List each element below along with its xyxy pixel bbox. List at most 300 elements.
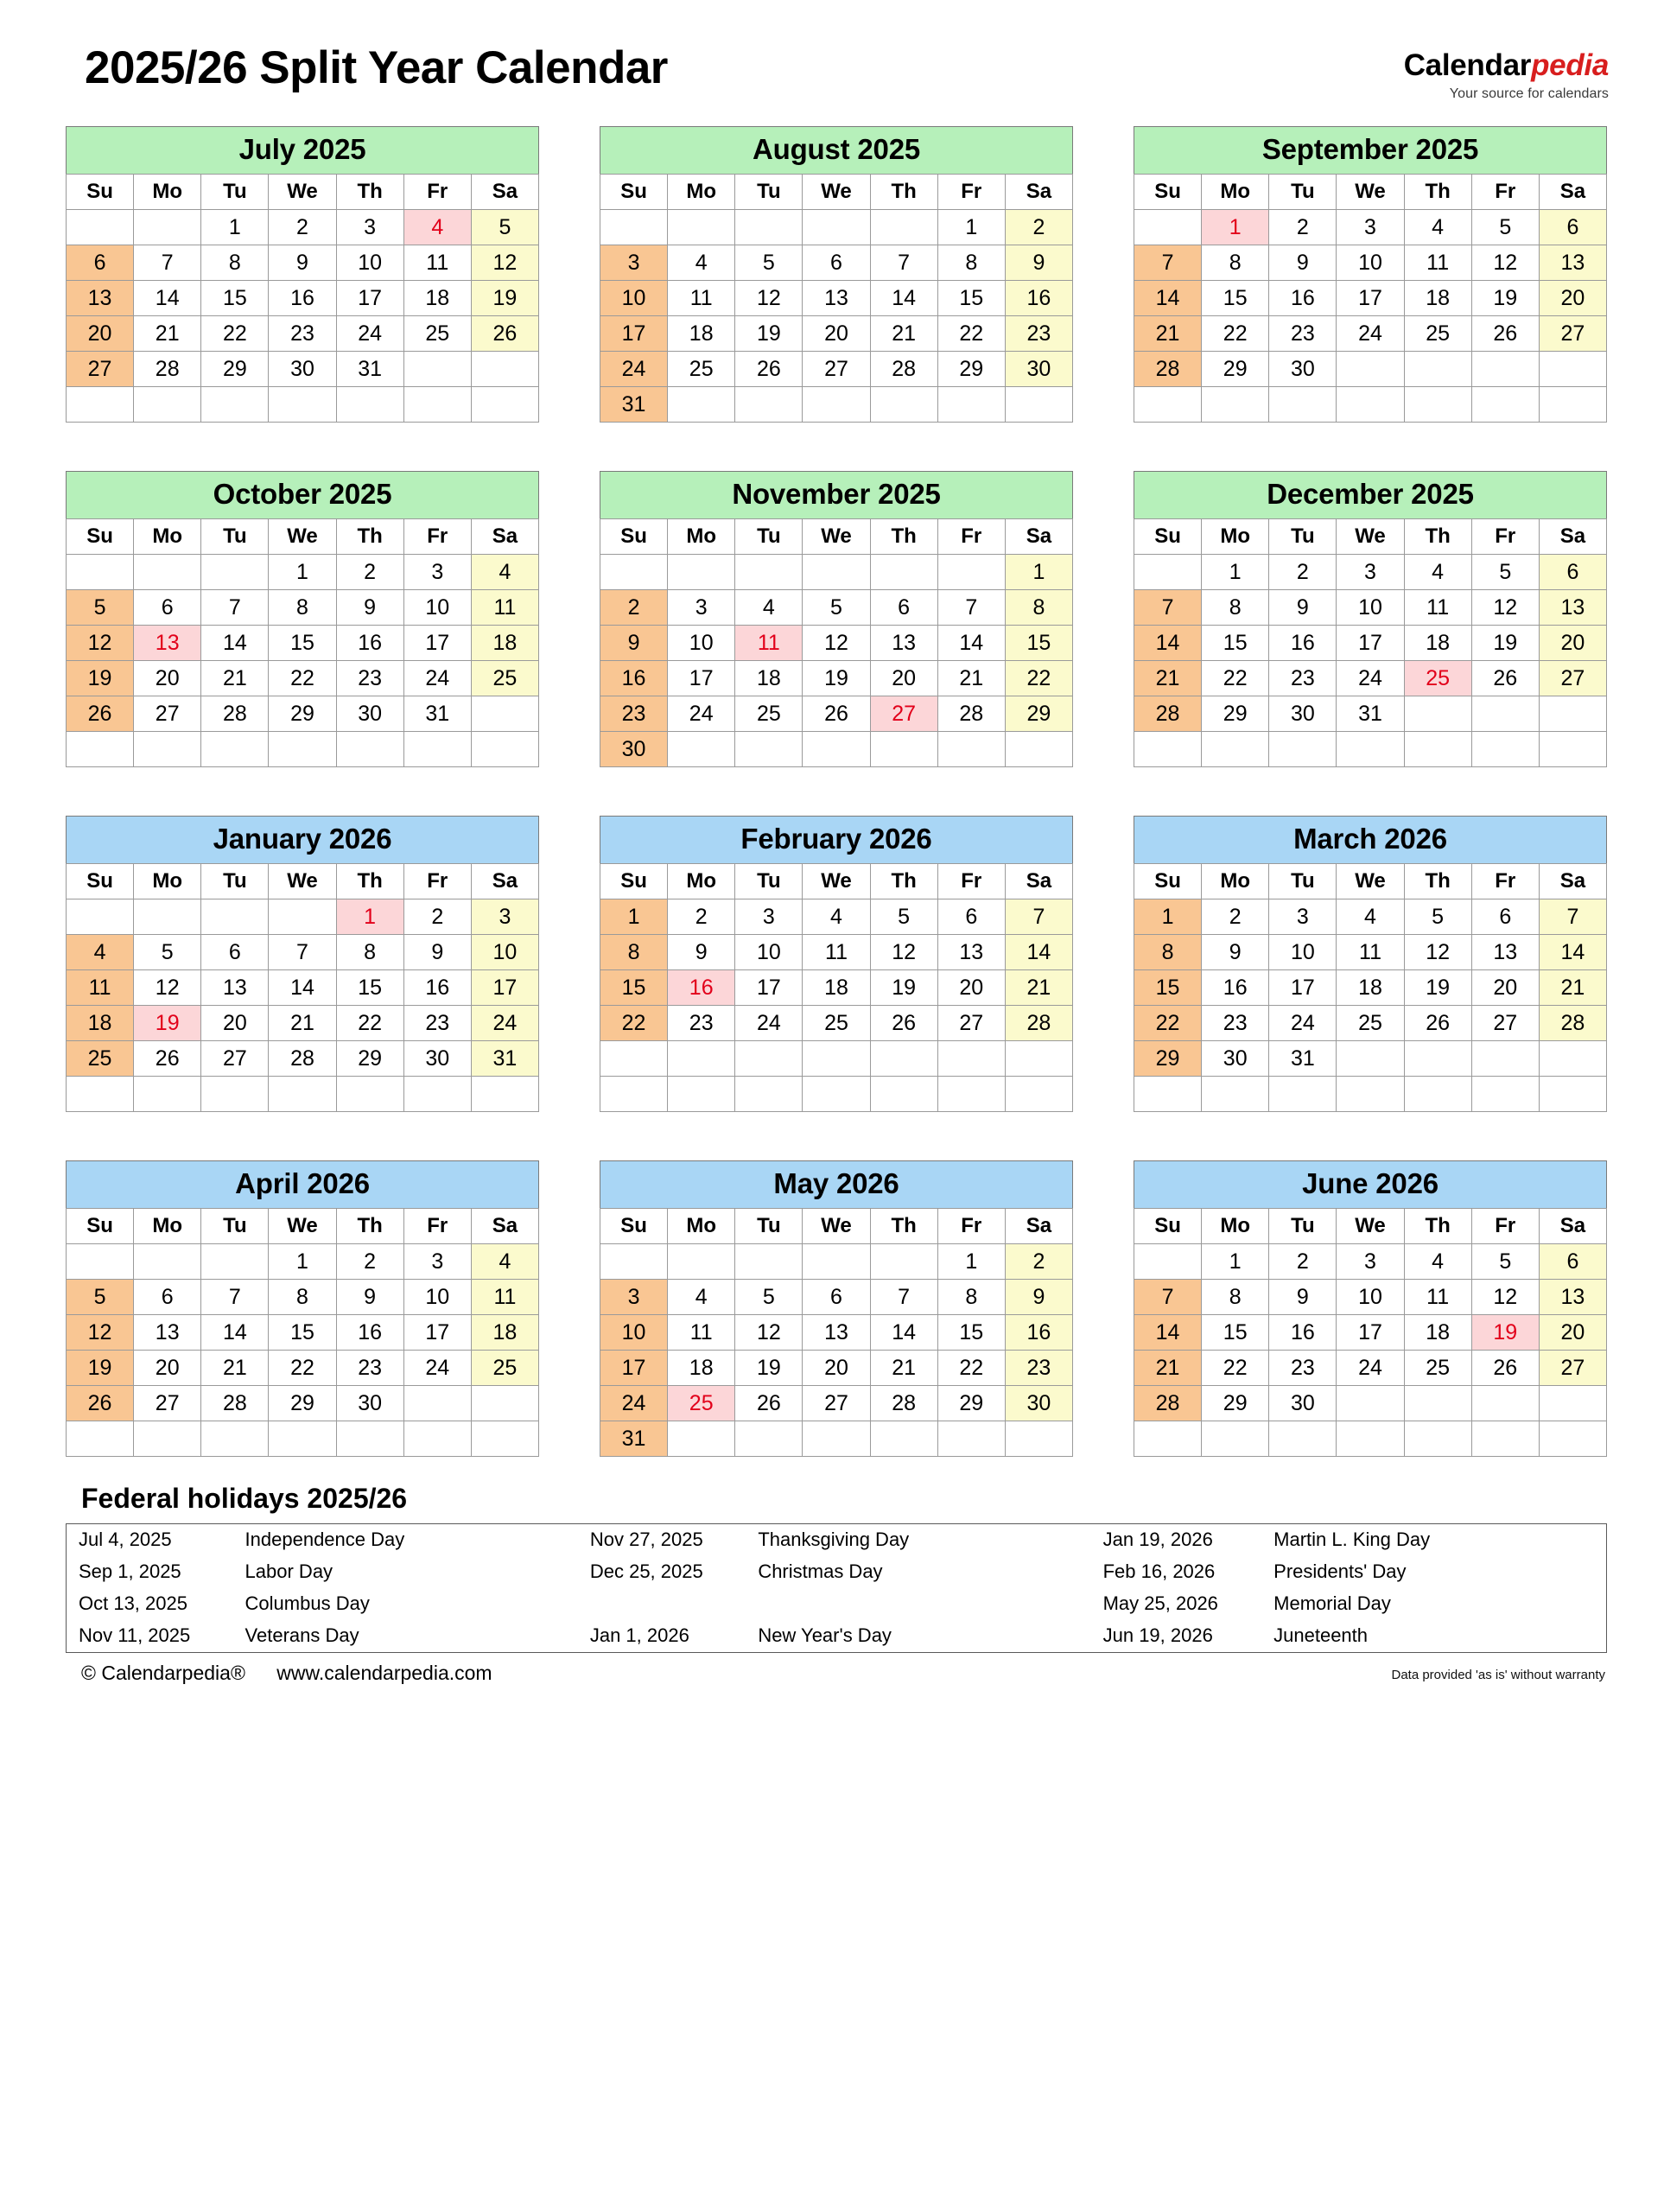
weekday-header-fr: Fr <box>1471 175 1539 210</box>
day-cell-empty <box>1134 555 1202 590</box>
day-cell: 29 <box>1202 352 1269 387</box>
day-cell: 13 <box>134 1315 201 1351</box>
day-cell: 18 <box>803 970 870 1006</box>
website-url[interactable]: www.calendarpedia.com <box>276 1662 492 1684</box>
weekday-header-row <box>67 519 539 555</box>
month-table <box>1134 863 1607 1112</box>
day-cell-empty <box>668 1041 735 1077</box>
day-cell: 12 <box>67 1315 134 1351</box>
day-cell-empty <box>134 387 201 423</box>
week-row <box>1134 1006 1607 1041</box>
day-cell: 17 <box>600 1351 668 1386</box>
day-cell: 29 <box>1202 1386 1269 1421</box>
weekday-header-su: Su <box>67 519 134 555</box>
day-cell: 27 <box>870 696 937 732</box>
day-cell: 16 <box>336 626 403 661</box>
day-cell: 27 <box>1539 661 1606 696</box>
day-cell-empty <box>870 1041 937 1077</box>
weekday-header-we: We <box>269 519 336 555</box>
day-cell: 5 <box>1404 899 1471 935</box>
brand-name-main: Calendar <box>1403 48 1532 82</box>
weekday-header-fr: Fr <box>1471 1209 1539 1244</box>
day-cell: 9 <box>600 626 668 661</box>
day-cell-empty <box>201 387 269 423</box>
weekday-header-fr: Fr <box>937 1209 1005 1244</box>
day-cell: 19 <box>471 281 538 316</box>
day-cell: 29 <box>1202 696 1269 732</box>
week-row <box>67 1351 539 1386</box>
day-cell: 8 <box>600 935 668 970</box>
day-cell-empty <box>67 1077 134 1112</box>
day-cell-empty <box>1404 1421 1471 1457</box>
day-cell: 3 <box>336 210 403 245</box>
day-cell-empty <box>1269 1077 1337 1112</box>
day-cell: 26 <box>67 696 134 732</box>
day-cell: 8 <box>269 1280 336 1315</box>
holidays-table <box>66 1523 1607 1653</box>
day-cell-empty <box>937 555 1005 590</box>
day-cell-empty <box>1404 352 1471 387</box>
day-cell: 16 <box>1005 281 1072 316</box>
day-cell-empty <box>735 1041 803 1077</box>
day-cell-empty <box>134 555 201 590</box>
day-cell: 15 <box>1134 970 1202 1006</box>
weekday-header-sa: Sa <box>1005 175 1072 210</box>
day-cell: 4 <box>668 1280 735 1315</box>
week-row <box>1134 1315 1607 1351</box>
day-cell: 11 <box>1404 1280 1471 1315</box>
day-cell-empty <box>1539 352 1606 387</box>
day-cell: 13 <box>1539 590 1606 626</box>
day-cell-empty <box>870 1244 937 1280</box>
day-cell: 30 <box>1269 352 1337 387</box>
day-cell: 25 <box>1404 316 1471 352</box>
weekday-header-tu: Tu <box>735 1209 803 1244</box>
week-row <box>1134 1077 1607 1112</box>
day-cell: 15 <box>1202 1315 1269 1351</box>
day-cell-empty <box>1337 1077 1404 1112</box>
day-cell: 17 <box>471 970 538 1006</box>
day-cell-empty <box>735 1244 803 1280</box>
day-cell-empty <box>336 1421 403 1457</box>
day-cell: 24 <box>600 1386 668 1421</box>
day-cell: 3 <box>403 1244 471 1280</box>
week-row <box>600 935 1073 970</box>
day-cell: 9 <box>1269 1280 1337 1315</box>
day-cell: 23 <box>403 1006 471 1041</box>
day-cell: 20 <box>67 316 134 352</box>
week-row <box>1134 245 1607 281</box>
weekday-header-th: Th <box>870 175 937 210</box>
week-row <box>600 696 1073 732</box>
day-cell-empty <box>471 1421 538 1457</box>
day-cell: 1 <box>269 1244 336 1280</box>
day-cell-empty <box>269 1077 336 1112</box>
day-cell-empty <box>471 1386 538 1421</box>
day-cell: 21 <box>201 1351 269 1386</box>
day-cell: 12 <box>471 245 538 281</box>
weekday-header-th: Th <box>870 864 937 899</box>
week-row <box>600 387 1073 423</box>
day-cell-empty <box>1404 1041 1471 1077</box>
day-cell-empty <box>735 387 803 423</box>
day-cell-empty <box>201 1077 269 1112</box>
day-cell-empty <box>668 1421 735 1457</box>
day-cell: 20 <box>134 661 201 696</box>
holiday-name: Thanksgiving Day <box>758 1529 910 1550</box>
month-block <box>66 1160 539 1457</box>
day-cell-empty <box>269 387 336 423</box>
day-cell: 20 <box>1539 626 1606 661</box>
day-cell-empty <box>1202 387 1269 423</box>
day-cell-empty <box>937 387 1005 423</box>
day-cell-empty <box>336 732 403 767</box>
month-title: February 2026 <box>600 816 1073 863</box>
weekday-header-mo: Mo <box>134 1209 201 1244</box>
day-cell-empty <box>937 732 1005 767</box>
day-cell: 25 <box>471 1351 538 1386</box>
day-cell: 11 <box>67 970 134 1006</box>
day-cell: 1 <box>1202 1244 1269 1280</box>
day-cell: 18 <box>1404 281 1471 316</box>
day-cell: 12 <box>870 935 937 970</box>
day-cell-empty <box>134 899 201 935</box>
day-cell: 22 <box>1202 316 1269 352</box>
day-cell: 26 <box>67 1386 134 1421</box>
day-cell: 22 <box>1134 1006 1202 1041</box>
day-cell-empty <box>201 1244 269 1280</box>
weekday-header-we: We <box>1337 1209 1404 1244</box>
weekday-header-sa: Sa <box>471 1209 538 1244</box>
day-cell: 2 <box>336 1244 403 1280</box>
page-title: 2025/26 Split Year Calendar <box>85 42 668 93</box>
weekday-header-tu: Tu <box>1269 175 1337 210</box>
day-cell: 18 <box>403 281 471 316</box>
day-cell: 24 <box>1337 661 1404 696</box>
week-row <box>1134 696 1607 732</box>
day-cell: 12 <box>735 281 803 316</box>
day-cell: 6 <box>1539 555 1606 590</box>
day-cell: 20 <box>803 316 870 352</box>
day-cell: 14 <box>1134 1315 1202 1351</box>
day-cell: 25 <box>735 696 803 732</box>
day-cell: 22 <box>1202 661 1269 696</box>
day-cell-empty <box>668 732 735 767</box>
day-cell-empty <box>471 352 538 387</box>
week-row <box>600 1315 1073 1351</box>
week-row <box>67 1006 539 1041</box>
day-cell: 4 <box>668 245 735 281</box>
weekday-header-fr: Fr <box>403 519 471 555</box>
day-cell: 3 <box>600 1280 668 1315</box>
day-cell: 5 <box>471 210 538 245</box>
day-cell-empty <box>668 1077 735 1112</box>
day-cell: 2 <box>668 899 735 935</box>
day-cell: 26 <box>134 1041 201 1077</box>
day-cell-empty <box>1269 1421 1337 1457</box>
day-cell: 11 <box>471 1280 538 1315</box>
day-cell: 18 <box>67 1006 134 1041</box>
day-cell: 25 <box>803 1006 870 1041</box>
day-cell: 29 <box>201 352 269 387</box>
day-cell: 2 <box>1005 210 1072 245</box>
day-cell: 30 <box>1005 1386 1072 1421</box>
day-cell: 18 <box>1404 626 1471 661</box>
day-cell-empty <box>803 1244 870 1280</box>
weekday-header-th: Th <box>336 175 403 210</box>
week-row <box>67 387 539 423</box>
day-cell: 23 <box>1269 661 1337 696</box>
day-cell-empty <box>803 555 870 590</box>
week-row <box>600 1386 1073 1421</box>
day-cell: 5 <box>1471 555 1539 590</box>
day-cell: 26 <box>870 1006 937 1041</box>
weekday-header-sa: Sa <box>471 175 538 210</box>
weekday-header-tu: Tu <box>201 175 269 210</box>
week-row <box>600 732 1073 767</box>
day-cell: 28 <box>1134 696 1202 732</box>
day-cell: 16 <box>668 970 735 1006</box>
day-cell: 28 <box>1134 1386 1202 1421</box>
day-cell-empty <box>1539 696 1606 732</box>
day-cell: 13 <box>937 935 1005 970</box>
weekday-header-su: Su <box>67 175 134 210</box>
day-cell: 17 <box>735 970 803 1006</box>
month-title: August 2025 <box>600 126 1073 174</box>
day-cell: 14 <box>1539 935 1606 970</box>
day-cell: 2 <box>403 899 471 935</box>
weekday-header-sa: Sa <box>1539 175 1606 210</box>
day-cell: 11 <box>1404 590 1471 626</box>
holiday-name: Labor Day <box>245 1560 333 1582</box>
day-cell: 5 <box>735 1280 803 1315</box>
day-cell-empty <box>1005 387 1072 423</box>
day-cell: 4 <box>1404 1244 1471 1280</box>
day-cell-empty <box>870 1421 937 1457</box>
day-cell: 23 <box>600 696 668 732</box>
day-cell: 25 <box>471 661 538 696</box>
weekday-header-su: Su <box>1134 175 1202 210</box>
day-cell: 27 <box>134 1386 201 1421</box>
weekday-header-row <box>67 175 539 210</box>
day-cell: 12 <box>134 970 201 1006</box>
day-cell: 16 <box>269 281 336 316</box>
day-cell: 21 <box>1134 661 1202 696</box>
day-cell-empty <box>403 1077 471 1112</box>
day-cell-empty <box>1005 732 1072 767</box>
week-row <box>600 1041 1073 1077</box>
week-row <box>1134 661 1607 696</box>
day-cell-empty <box>735 210 803 245</box>
holiday-date: Jun 19, 2026 <box>1102 1624 1213 1646</box>
weekday-header-row <box>600 1209 1073 1244</box>
weekday-header-th: Th <box>1404 519 1471 555</box>
day-cell: 8 <box>336 935 403 970</box>
day-cell: 25 <box>668 352 735 387</box>
page-header <box>31 22 1633 118</box>
month-block <box>1134 1160 1607 1457</box>
day-cell-empty <box>668 555 735 590</box>
day-cell-empty <box>870 210 937 245</box>
weekday-header-row <box>600 175 1073 210</box>
weekday-header-su: Su <box>67 1209 134 1244</box>
day-cell: 4 <box>471 555 538 590</box>
day-cell-empty <box>1471 696 1539 732</box>
brand-tagline: Your source for calendars <box>1449 86 1609 101</box>
weekday-header-tu: Tu <box>735 519 803 555</box>
day-cell: 1 <box>1005 555 1072 590</box>
day-cell: 12 <box>1471 245 1539 281</box>
day-cell: 6 <box>1539 210 1606 245</box>
day-cell-empty <box>269 732 336 767</box>
day-cell: 30 <box>336 1386 403 1421</box>
day-cell: 3 <box>600 245 668 281</box>
week-row <box>600 1421 1073 1457</box>
day-cell-empty <box>803 1421 870 1457</box>
day-cell-empty <box>937 1421 1005 1457</box>
day-cell: 30 <box>403 1041 471 1077</box>
day-cell: 11 <box>403 245 471 281</box>
weekday-header-mo: Mo <box>1202 864 1269 899</box>
day-cell: 30 <box>336 696 403 732</box>
day-cell: 3 <box>735 899 803 935</box>
day-cell: 24 <box>600 352 668 387</box>
week-row <box>600 245 1073 281</box>
week-row <box>1134 316 1607 352</box>
holiday-date: Nov 11, 2025 <box>79 1624 191 1646</box>
day-cell: 24 <box>403 661 471 696</box>
weekday-header-su: Su <box>67 864 134 899</box>
day-cell: 31 <box>1337 696 1404 732</box>
weekday-header-row <box>1134 519 1607 555</box>
day-cell: 9 <box>1269 245 1337 281</box>
day-cell: 16 <box>1269 626 1337 661</box>
day-cell: 2 <box>1005 1244 1072 1280</box>
day-cell: 18 <box>668 316 735 352</box>
day-cell-empty <box>67 210 134 245</box>
day-cell: 6 <box>870 590 937 626</box>
day-cell: 20 <box>870 661 937 696</box>
day-cell: 19 <box>67 1351 134 1386</box>
day-cell: 22 <box>600 1006 668 1041</box>
day-cell: 2 <box>1269 210 1337 245</box>
week-row <box>67 281 539 316</box>
day-cell: 3 <box>1337 555 1404 590</box>
day-cell: 2 <box>1269 1244 1337 1280</box>
day-cell: 16 <box>336 1315 403 1351</box>
weekday-header-we: We <box>803 1209 870 1244</box>
day-cell: 17 <box>403 1315 471 1351</box>
week-row <box>67 1421 539 1457</box>
day-cell: 3 <box>1337 1244 1404 1280</box>
day-cell: 19 <box>803 661 870 696</box>
day-cell: 5 <box>870 899 937 935</box>
holidays-title: Federal holidays 2025/26 <box>81 1483 408 1514</box>
day-cell: 5 <box>803 590 870 626</box>
month-block <box>600 471 1073 767</box>
day-cell: 6 <box>937 899 1005 935</box>
day-cell: 1 <box>1202 555 1269 590</box>
day-cell: 17 <box>1337 1315 1404 1351</box>
day-cell: 23 <box>336 661 403 696</box>
day-cell: 29 <box>937 352 1005 387</box>
day-cell: 17 <box>600 316 668 352</box>
day-cell-empty <box>600 1041 668 1077</box>
day-cell: 16 <box>600 661 668 696</box>
day-cell-empty <box>1337 1421 1404 1457</box>
day-cell-empty <box>1337 387 1404 423</box>
day-cell: 23 <box>1202 1006 1269 1041</box>
day-cell: 14 <box>1005 935 1072 970</box>
day-cell: 30 <box>1269 696 1337 732</box>
holiday-name: Christmas Day <box>758 1560 883 1582</box>
weekday-header-we: We <box>269 1209 336 1244</box>
month-title: June 2026 <box>1134 1160 1607 1208</box>
day-cell: 19 <box>1404 970 1471 1006</box>
day-cell: 2 <box>269 210 336 245</box>
day-cell: 10 <box>600 1315 668 1351</box>
day-cell: 12 <box>1404 935 1471 970</box>
day-cell: 11 <box>668 1315 735 1351</box>
day-cell: 26 <box>471 316 538 352</box>
day-cell: 25 <box>67 1041 134 1077</box>
weekday-header-row <box>67 864 539 899</box>
day-cell: 24 <box>735 1006 803 1041</box>
weekday-header-fr: Fr <box>937 519 1005 555</box>
week-row <box>1134 626 1607 661</box>
day-cell-empty <box>403 732 471 767</box>
day-cell: 27 <box>803 1386 870 1421</box>
week-row <box>67 626 539 661</box>
day-cell: 15 <box>1202 626 1269 661</box>
day-cell-empty <box>1337 1041 1404 1077</box>
weekday-header-tu: Tu <box>1269 1209 1337 1244</box>
day-cell-empty <box>403 352 471 387</box>
month-title: November 2025 <box>600 471 1073 518</box>
day-cell: 2 <box>1269 555 1337 590</box>
weekday-header-sa: Sa <box>1539 864 1606 899</box>
warranty-note: Data provided 'as is' without warranty <box>1391 1668 1605 1682</box>
day-cell: 7 <box>1539 899 1606 935</box>
month-table <box>66 1208 539 1457</box>
day-cell: 28 <box>870 352 937 387</box>
day-cell-empty <box>600 555 668 590</box>
day-cell: 29 <box>1005 696 1072 732</box>
day-cell-empty <box>803 387 870 423</box>
day-cell: 10 <box>1337 1280 1404 1315</box>
day-cell: 28 <box>269 1041 336 1077</box>
day-cell-empty <box>1269 732 1337 767</box>
month-title: May 2026 <box>600 1160 1073 1208</box>
day-cell: 27 <box>201 1041 269 1077</box>
month-block <box>66 471 539 767</box>
day-cell-empty <box>67 387 134 423</box>
day-cell: 31 <box>600 387 668 423</box>
day-cell: 23 <box>668 1006 735 1041</box>
weekday-header-tu: Tu <box>1269 864 1337 899</box>
week-row <box>1134 1280 1607 1315</box>
day-cell-empty <box>1404 387 1471 423</box>
day-cell: 26 <box>1471 661 1539 696</box>
day-cell: 14 <box>1134 626 1202 661</box>
weekday-header-tu: Tu <box>201 864 269 899</box>
day-cell-empty <box>269 1421 336 1457</box>
day-cell: 7 <box>269 935 336 970</box>
weekday-header-th: Th <box>336 1209 403 1244</box>
day-cell-empty <box>1134 210 1202 245</box>
weekday-header-th: Th <box>336 519 403 555</box>
week-row <box>600 555 1073 590</box>
